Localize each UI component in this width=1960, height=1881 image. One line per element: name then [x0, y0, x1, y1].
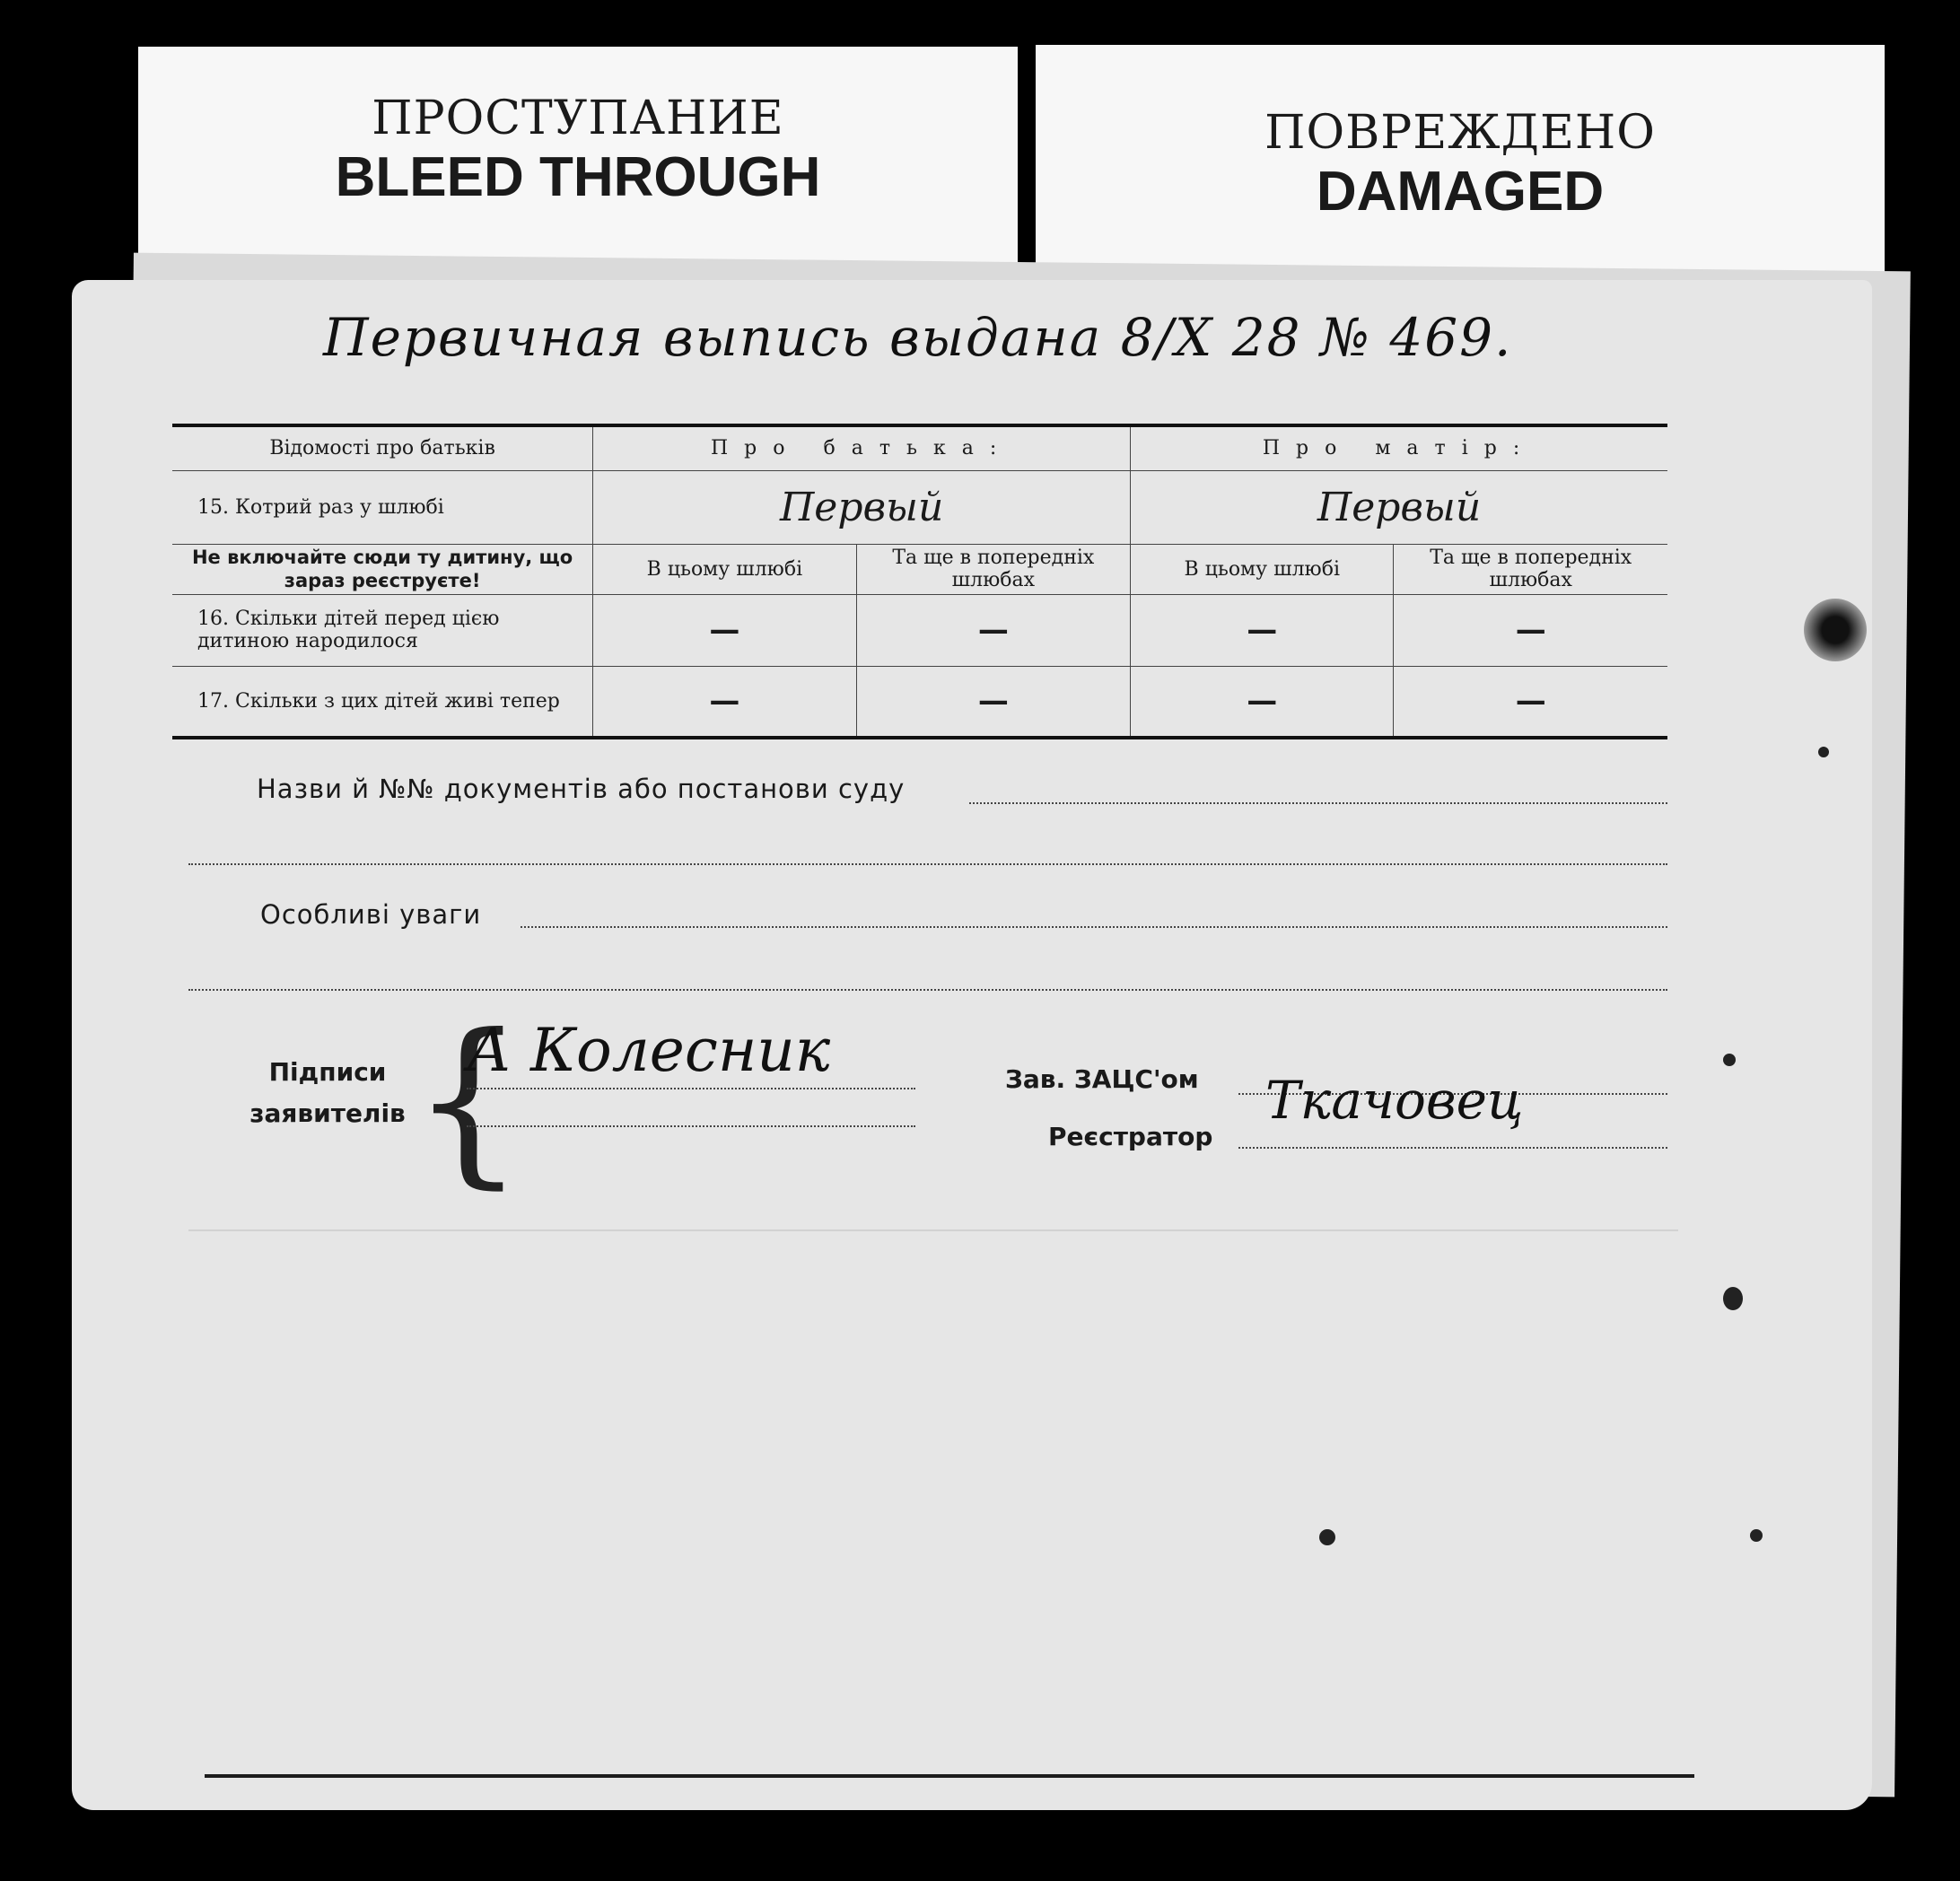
row17-value: — [856, 666, 1130, 738]
damage-spot [1818, 747, 1829, 757]
bottom-rule [205, 1774, 1694, 1778]
damage-spot [1723, 1287, 1743, 1310]
damage-spot [1750, 1529, 1763, 1542]
subheader-mother-this: В цьому шлюбі [1131, 544, 1394, 594]
bleed-through-ru: ПРОСТУПАНИЕ [372, 92, 784, 145]
damage-spot [1723, 1054, 1736, 1066]
table-header-row [172, 425, 1667, 470]
registrar-label: Реєстратор [1048, 1122, 1213, 1151]
documents-label: Назви й №№ документів або постанови суду [257, 774, 906, 804]
table-row-15 [172, 470, 1667, 544]
table-subheader-row [172, 544, 1667, 594]
damage-spot [1319, 1529, 1335, 1545]
row17-value: — [1131, 666, 1394, 738]
row15-label: 15. Котрий раз у шлюбі [172, 470, 593, 544]
subheader-father-this: В цьому шлюбі [593, 544, 856, 594]
row15-father-value: Первый [593, 470, 1131, 544]
damaged-en: DAMAGED [1316, 161, 1605, 223]
subheader-mother-previous: Та ще в попередніх шлюбах [1394, 544, 1667, 594]
row16-value: — [593, 594, 856, 666]
applicant-signature: А Колесник [467, 1016, 831, 1085]
row16-label: 16. Скільки дітей перед цією дитиною народилося [172, 594, 593, 666]
subheader-father-previous: Та ще в попередніх шлюбах [856, 544, 1130, 594]
parents-table [172, 424, 1667, 739]
bleed-through-shadow [188, 1229, 1678, 1231]
row17-label: 17. Скільки з цих дітей живі тепер [172, 666, 593, 738]
row16-value: — [856, 594, 1130, 666]
row16-value: — [1394, 594, 1667, 666]
remarks-label: Особливі уваги [260, 899, 482, 930]
row17-value: — [1394, 666, 1667, 738]
documents-line [969, 802, 1667, 804]
header-handwritten-note: Первичная выпись выдана 8/X 28 № 469. [323, 307, 1513, 368]
remarks-line [521, 926, 1667, 928]
brace: { [411, 996, 526, 1205]
applicant-sign-line-2 [467, 1125, 915, 1127]
damaged-ru: ПОВРЕЖДЕНО [1264, 106, 1656, 160]
col-header-father: Про батька: [593, 425, 1131, 470]
row15-mother-value: Первый [1131, 470, 1667, 544]
registrar-signature: Ткачовец [1265, 1070, 1524, 1131]
table-row-16 [172, 594, 1667, 666]
table-row-17 [172, 666, 1667, 738]
applicants-label: Підписи заявителів [249, 1057, 406, 1128]
documents-line-2 [188, 863, 1667, 865]
bleed-through-card [138, 47, 1018, 289]
col-header-info: Відомості про батьків [172, 425, 593, 470]
subheader-note: Не включайте сюди ту дитину, що зараз реєструєте! [172, 544, 593, 594]
head-label: Зав. ЗАЦС'ом [1005, 1064, 1199, 1094]
applicant-sign-line [467, 1088, 915, 1089]
row16-value: — [1131, 594, 1394, 666]
damaged-card [1036, 45, 1885, 296]
registrar-sign-line [1238, 1147, 1667, 1149]
document-sheet [72, 280, 1872, 1810]
col-header-mother: Про матір: [1131, 425, 1667, 470]
damage-hole [1804, 599, 1867, 661]
row17-value: — [593, 666, 856, 738]
remarks-line-2 [188, 989, 1667, 991]
bleed-through-en: BLEED THROUGH [335, 146, 821, 208]
